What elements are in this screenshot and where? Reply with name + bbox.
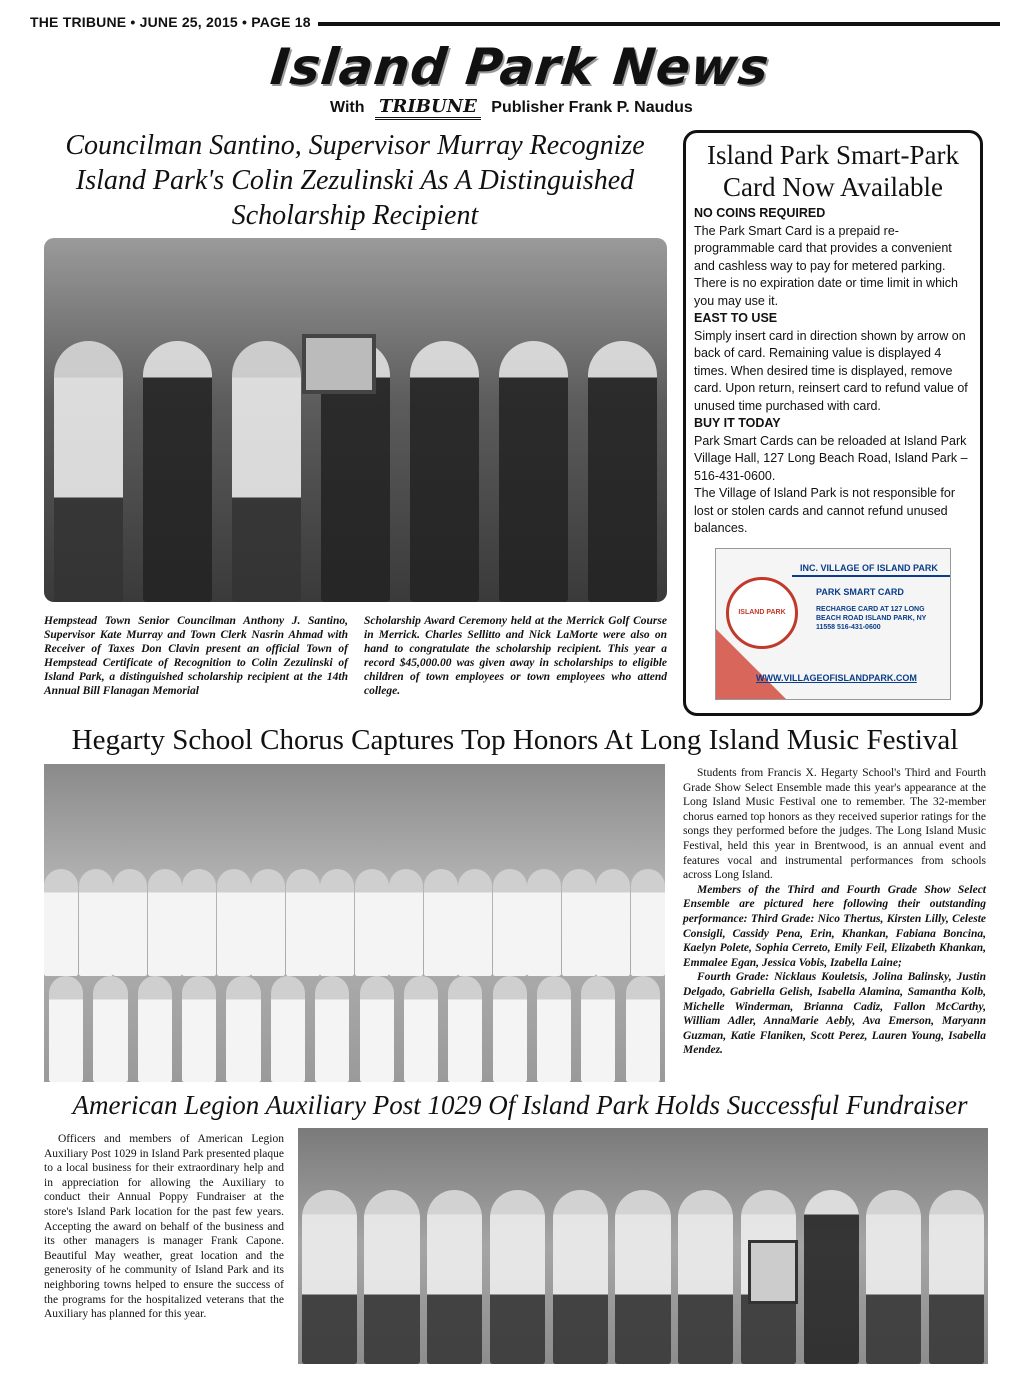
tribune-logo: TRIBUNE (375, 96, 481, 120)
story1-caption-col2: Scholarship Award Ceremony held at the Merrick Golf Course in Merrick. Charles Sellitto and Nick LaMorte were also on hand to congratulate the scholarship recipient. This year a record $45,000.00 was given away in scholarships to eligible children of town employees or town employees who attend college. (364, 615, 667, 697)
story2-photo (44, 764, 665, 1082)
sidebar-text-1: The Park Smart Card is a prepaid re-programmable card that provides a convenient and cashless way to pay for metered parking. There is no expiration date or time limit in which you may use it. (694, 223, 959, 308)
card-address: RECHARGE CARD AT 127 LONG BEACH ROAD ISLAND PARK, NY 11558 516-431-0600 (816, 605, 927, 631)
story2-headline: Hegarty School Chorus Captures Top Honors At Long Island Music Festival (71, 724, 959, 756)
story2-body (683, 766, 986, 1058)
story1-photo (44, 238, 667, 602)
with-label: With (330, 99, 365, 116)
story3-para: Officers and members of American Legion Auxiliary Post 1029 in Island Park presented plaque to a local business for their extraordinary help and in appreciation for allowing the Auxiliary to conduct their Annual Poppy Fundraiser at the store's Island Park location for the past few years. Accepting the award on behalf of the business and its other managers is manager Frank Capone. Beautiful May weather, great location and the generosity of he community of Island Park and its neighboring towns helped to ensure the success of the programs for the hospitalized veterans that the Auxiliary has planned for this year. (44, 1133, 284, 1321)
story2-para2: Members of the Third and Fourth Grade Show Select Ensemble are pictured here following their outstanding performance: Third Grade: Nico Thertus, Kirsten Lilly, Celeste Consigli, Cassidy Pena, Erin, Khankan, Fabiana Boncina, Kaelyn Polete, Sophia Cerreto, Emily Feil, Elizabeth Khankan, Emmalee Egan, Jessica Vobis, Izabella Laine; (683, 883, 986, 969)
sidebar-disclaimer: The Village of Island Park is not responsible for lost or stolen cards and cannot refund unused balances. (694, 486, 956, 535)
page-header: THE TRIBUNE • JUNE 25, 2015 • PAGE 18 (30, 14, 311, 30)
publisher-label: Publisher Frank P. Naudus (491, 99, 693, 116)
sidebar-heading-3: BUY IT TODAY (694, 416, 781, 430)
story3-photo (298, 1128, 988, 1364)
smart-park-sidebar (683, 130, 983, 716)
plaque (748, 1240, 798, 1304)
story1-caption-col1: Hempstead Town Senior Councilman Anthony J. Santino, Supervisor Kate Murray and Town Clerk Nasrin Ahmad with Receiver of Taxes Don Clavin present an official Town of Hempstead Certificate of Recognition to Colin Zezulinski of Island Park, a distinguished scholarship recipient at the 14th Annual Bill Flanagan Memorial (44, 615, 348, 697)
story2-para1: Students from Francis X. Hegarty School's Third and Fourth Grade Show Select Ensemble made this year's appearance at the Long Island Music Festival one to remember. The 32-member chorus earned top honors as they received superior ratings for the songs they performed before the judges. The Long Island Music Festival, held this year in Brentwood, is an annual event and features vocal and instrumental performances from schools across Long Island. (683, 767, 986, 882)
story1-headline: Councilman Santino, Supervisor Murray Recognize Island Park's Colin Zezulinski As A Distinguished Scholarship Recipient (65, 130, 645, 231)
smart-card-image (715, 548, 951, 700)
sidebar-title: Island Park Smart-Park Card Now Available (707, 140, 959, 202)
masthead-subhead (330, 96, 710, 120)
story3-body (44, 1132, 284, 1322)
card-issuer: INC. VILLAGE OF ISLAND PARK (800, 562, 938, 573)
sidebar-text-2: Simply insert card in direction shown by arrow on back of card. Remaining value is displayed 4 times. When desired time is displayed, remove card. Upon return, reinsert card to refund value of unused time purchased with card. (694, 328, 968, 413)
village-seal-icon: ISLAND PARK (726, 577, 798, 649)
card-name: PARK SMART CARD (816, 586, 904, 597)
sidebar-heading-2: EAST TO USE (694, 311, 778, 325)
header-rule (318, 22, 1000, 26)
certificate (302, 334, 376, 394)
masthead-title: Island Park News (267, 38, 773, 96)
story3-headline: American Legion Auxiliary Post 1029 Of Island Park Holds Successful Fundraiser (72, 1090, 968, 1120)
sidebar-heading-1: NO COINS REQUIRED (694, 206, 826, 220)
story2-para3: Fourth Grade: Nicklaus Kouletsis, Jolina Balinsky, Justin Delgado, Gabriella Gelish, Isabella Alamina, Samantha Kolb, Michelle Winderman, Brianna Cadiz, Fallon McCarthy, William Adler, AnnaMarie Aebly, Ava Emerson, Maryann Guzman, Katie Flaniken, Scott Perez, Lauren Young, Isabella Mendez. (683, 971, 986, 1057)
sidebar-text-3: Park Smart Cards can be reloaded at Island Park Village Hall, 127 Long Beach Road, Island Park – 516-431-0600. (694, 433, 968, 483)
card-url: WWW.VILLAGEOFISLANDPARK.COM (756, 672, 917, 683)
